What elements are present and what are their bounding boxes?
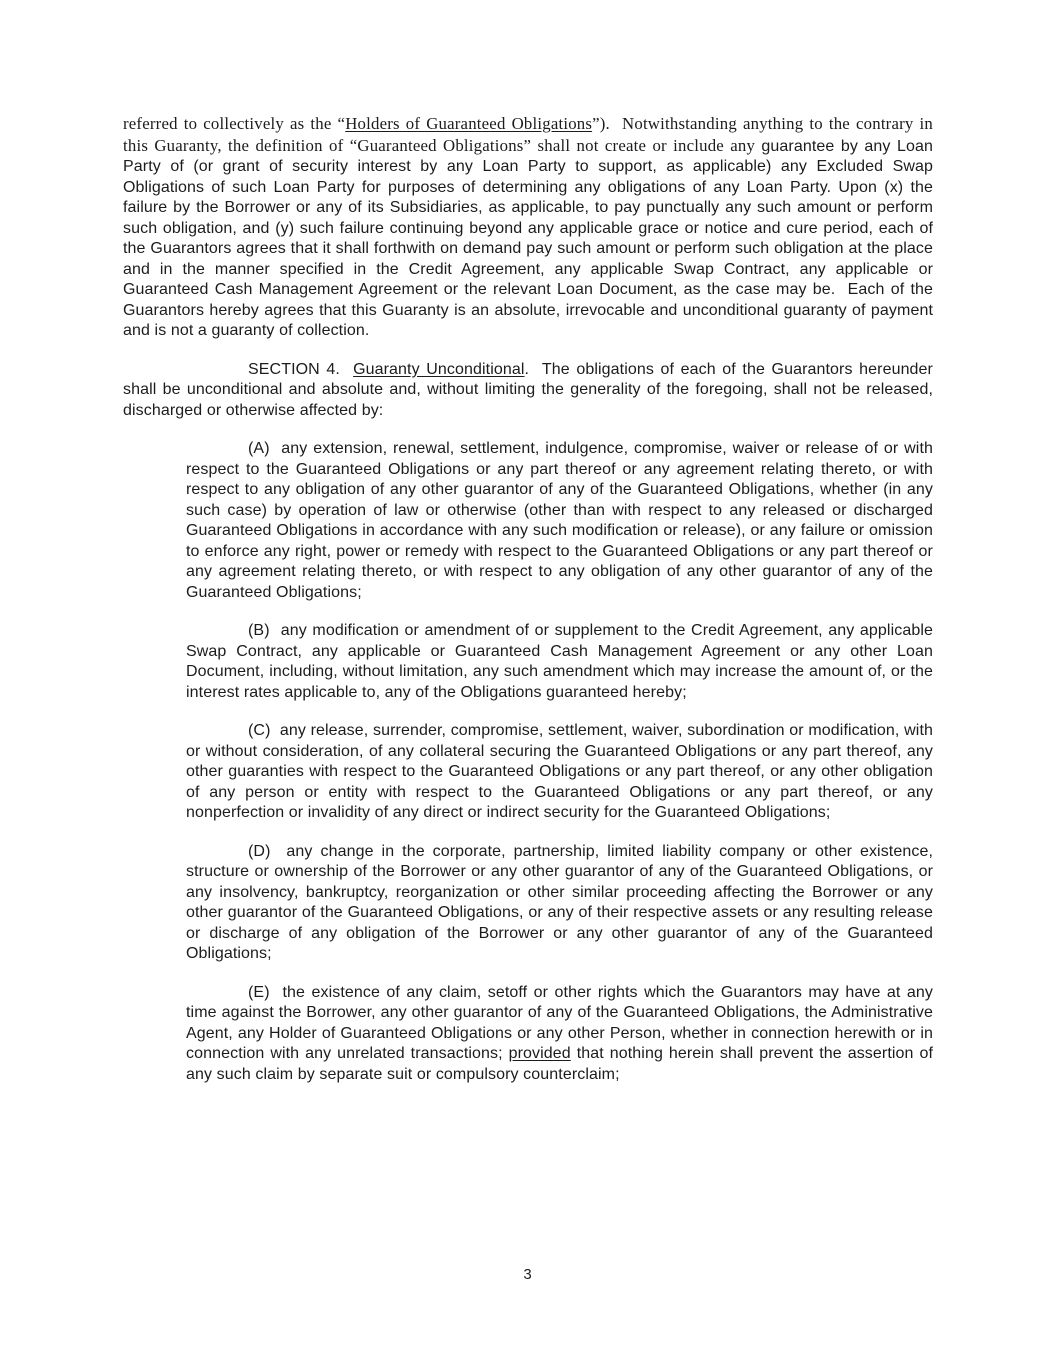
text-segment: Holders of Guaranteed Obligations xyxy=(345,114,593,133)
clause-a-paragraph xyxy=(186,439,933,603)
text-segment: (A) any extension, renewal, settlement, indulgence, compromise, waiver or release of or with respect to the Guaranteed Obligations or any part thereof or any agreement relating thereto, or with respect to any obligation of any other guarantor of any of the Guaranteed Obligations, whether (in any such case) by operation of law or otherwise (other than with respect to any released or discharged Guaranteed Obligations in accordance with any such modification or release), or any failure or omission to enforce any right, power or remedy with respect to the Guaranteed Obligations or any part thereof or any agreement relating thereto, or with respect to any obligation of any other guarantor of any of the Guaranteed Obligations; xyxy=(186,440,933,601)
text-segment: referred to collectively as the “ xyxy=(123,114,346,133)
clause-e-paragraph xyxy=(186,983,933,1086)
text-segment: Guaranty Unconditional xyxy=(353,360,525,378)
continuation-paragraph xyxy=(123,114,933,342)
clause-b-paragraph xyxy=(186,621,933,703)
document-body xyxy=(123,114,933,1103)
section-4-paragraph xyxy=(123,360,933,422)
text-segment: (D) any change in the corporate, partnership, limited liability company or other existence, structure or ownership of the Borrower or any other guarantor of any of the Guaranteed Obligations, or any insolvency, bankruptcy, reorganization or other similar proceeding affecting the Borrower or any other guarantor of the Guaranteed Obligations, or any of their respective assets or any resulting release or discharge of any obligation of the Borrower or any other guarantor of any of the Guaranteed Obligations; xyxy=(186,842,933,962)
text-segment: provided xyxy=(508,1045,571,1062)
text-segment: (C) any release, surrender, compromise, settlement, waiver, subordination or modification, with or without consideration, of any collateral securing the Guaranteed Obligations or any part thereof, any other guaranties with respect to the Guaranteed Obligations or any part thereof, or any other obligation of any person or entity with respect to the Guaranteed Obligations or any part thereof, or any nonperfection or invalidity of any direct or indirect security for the Guaranteed Obligations; xyxy=(186,722,933,821)
text-segment: ”). Notwithstanding anything to the contrary in this Guaranty, the definition of “Guaranteed Obligations” shall not create or include any xyxy=(123,114,933,155)
text-segment: (B) any modification or amendment of or supplement to the Credit Agreement, any applicable Swap Contract, any applicable or Guaranteed Cash Management Agreement or any other Loan Document, including, without limitation, any such amendment which may increase the amount of, or the interest rates applicable to, any of the Obligations guaranteed hereby; xyxy=(186,622,933,701)
text-segment: (E) the existence of any claim, setoff or other rights which the Guarantors may have at any time against the Borrower, any other guarantor of any of the Guaranteed Obligations, the Administrative Agent, any Holder of Guaranteed Obligations or any other Person, whether in connection herewith or in connection with any unrelated transactions; xyxy=(186,983,933,1062)
clause-c-paragraph xyxy=(186,721,933,824)
text-segment: . The obligations of each of the Guarantors hereunder shall be unconditional and absolute and, without limiting the generality of the foregoing, shall not be released, discharged or otherwise affected by: xyxy=(123,360,933,419)
page-number: 3 xyxy=(523,1266,532,1283)
text-segment: guarantee by any Loan Party of (or grant of security interest by any Loan Party to support, as applicable) any Excluded Swap Obligations of such Loan Party for purposes of determining any obligations of any Loan Party. Upon (x) the failure by the Borrower or any of its Subsidiaries, as applicable, to pay punctually any such amount or perform such obligation, and (y) such failure continuing beyond any applicable grace or notice and cure period, each of the Guarantors agrees that it shall forthwith on demand pay such amount or perform such obligation at the place and in the manner specified in the Credit Agreement, any applicable Swap Contract, any applicable or Guaranteed Cash Management Agreement or the relevant Loan Document, as the case may be. Each of the Guarantors hereby agrees that this Guaranty is an absolute, irrevocable and unconditional guaranty of payment and is not a guaranty of collection. xyxy=(123,137,933,339)
clause-d-paragraph xyxy=(186,842,933,965)
text-segment: SECTION 4. xyxy=(248,360,354,378)
text-segment: that nothing herein shall prevent the assertion of any such claim by separate suit or compulsory counterclaim; xyxy=(186,1045,933,1083)
